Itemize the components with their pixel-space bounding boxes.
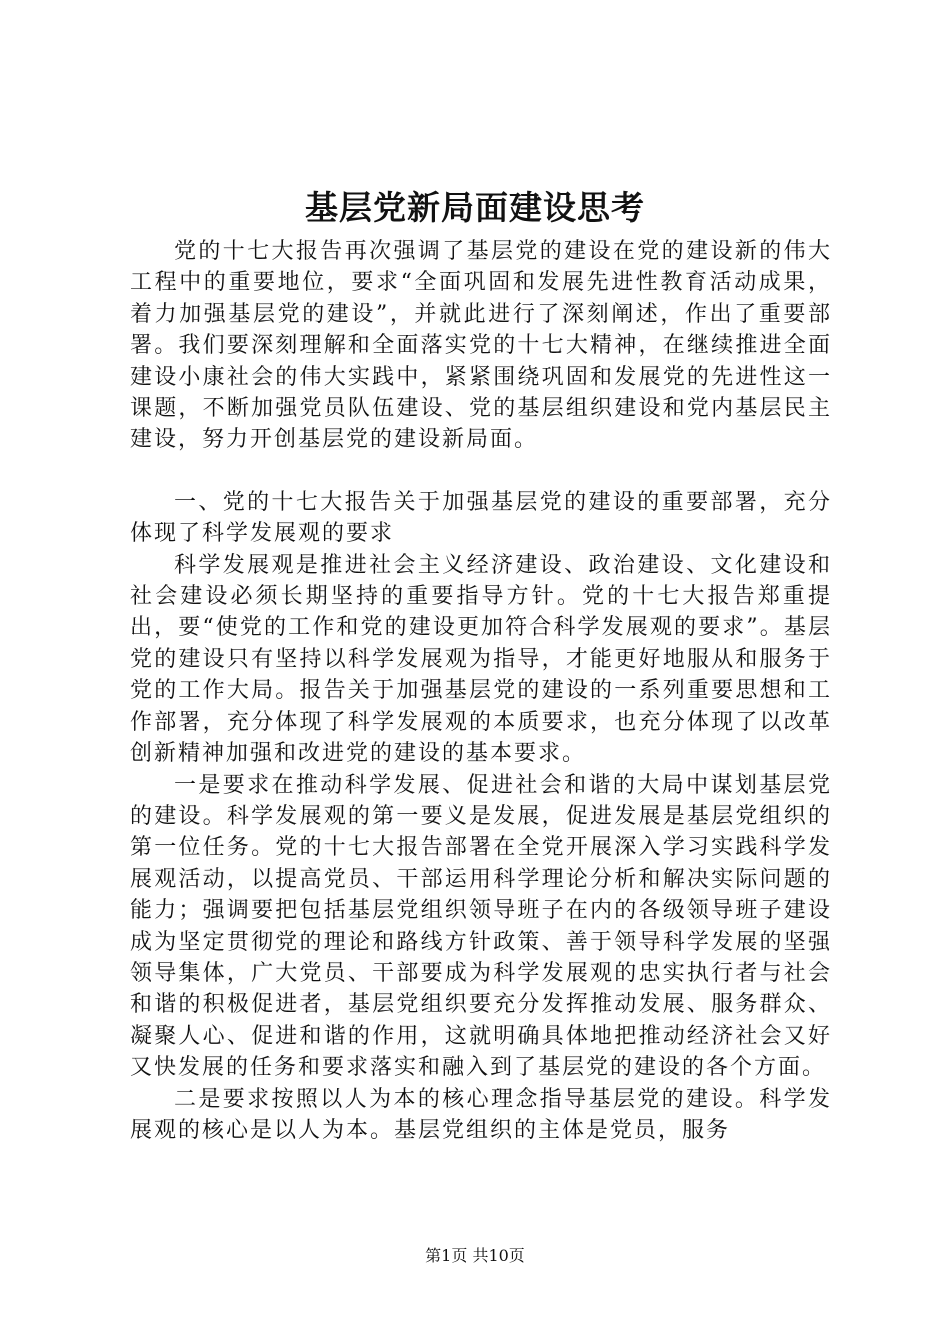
intro-paragraph: 党的十七大报告再次强调了基层党的建设在党的建设新的伟大工程中的重要地位，要求“全面巩固和发展先进性教育活动成果，着力加强基层党的建设”，并就此进行了深刻阐述，作出了重要部署。我们要深刻理解和全面落实党的十七大精神，在继续推进全面建设小康社会的伟大实践中，紧紧围绕巩固和发展党的先进性这一课题，不断加强党员队伍建设、党的基层组织建设和党内基层民主建设，努力开创基层党的建设新局面。 <box>130 239 832 453</box>
section-heading: 一、党的十七大报告关于加强基层党的建设的重要部署，充分体现了科学发展观的要求 <box>130 489 832 547</box>
document-title: 基层党新局面建设思考 <box>305 188 645 227</box>
document-body <box>130 236 832 1146</box>
body-paragraph: 科学发展观是推进社会主义经济建设、政治建设、文化建设和社会建设必须长期坚持的重要指导方针。党的十七大报告郑重提出，要“使党的工作和党的建设更加符合科学发展观的要求”。基层党的建设只有坚持以科学发展观为指导，才能更好地服从和服务于党的工作大局。报告关于加强基层党的建设的一系列重要思想和工作部署，充分体现了科学发展观的本质要求，也充分体现了以改革创新精神加强和改进党的建设的基本要求。 <box>130 552 832 767</box>
body-paragraph: 一是要求在推动科学发展、促进社会和谐的大局中谋划基层党的建设。科学发展观的第一要义是发展，促进发展是基层党组织的第一位任务。党的十七大报告部署在全党开展深入学习实践科学发展观活动，以提高党员、干部运用科学理论分析和解决实际问题的能力；强调要把包括基层党组织领导班子在内的各级领导班子建设成为坚定贯彻党的理论和路线方针政策、善于领导科学发展的坚强领导集体，广大党员、干部要成为科学发展观的忠实执行者与社会和谐的积极促进者，基层党组织要充分发挥推动发展、服务群众、凝聚人心、促进和谐的作用，这就明确具体地把推动经济社会又好又快发展的任务和要求落实和融入到了基层党的建设的各个方面。 <box>130 772 832 1081</box>
page-footer: 第1页 共10页 <box>425 1246 525 1265</box>
body-paragraph: 二是要求按照以人为本的核心理念指导基层党的建设。科学发展观的核心是以人为本。基层党组织的主体是党员，服务 <box>130 1086 832 1143</box>
